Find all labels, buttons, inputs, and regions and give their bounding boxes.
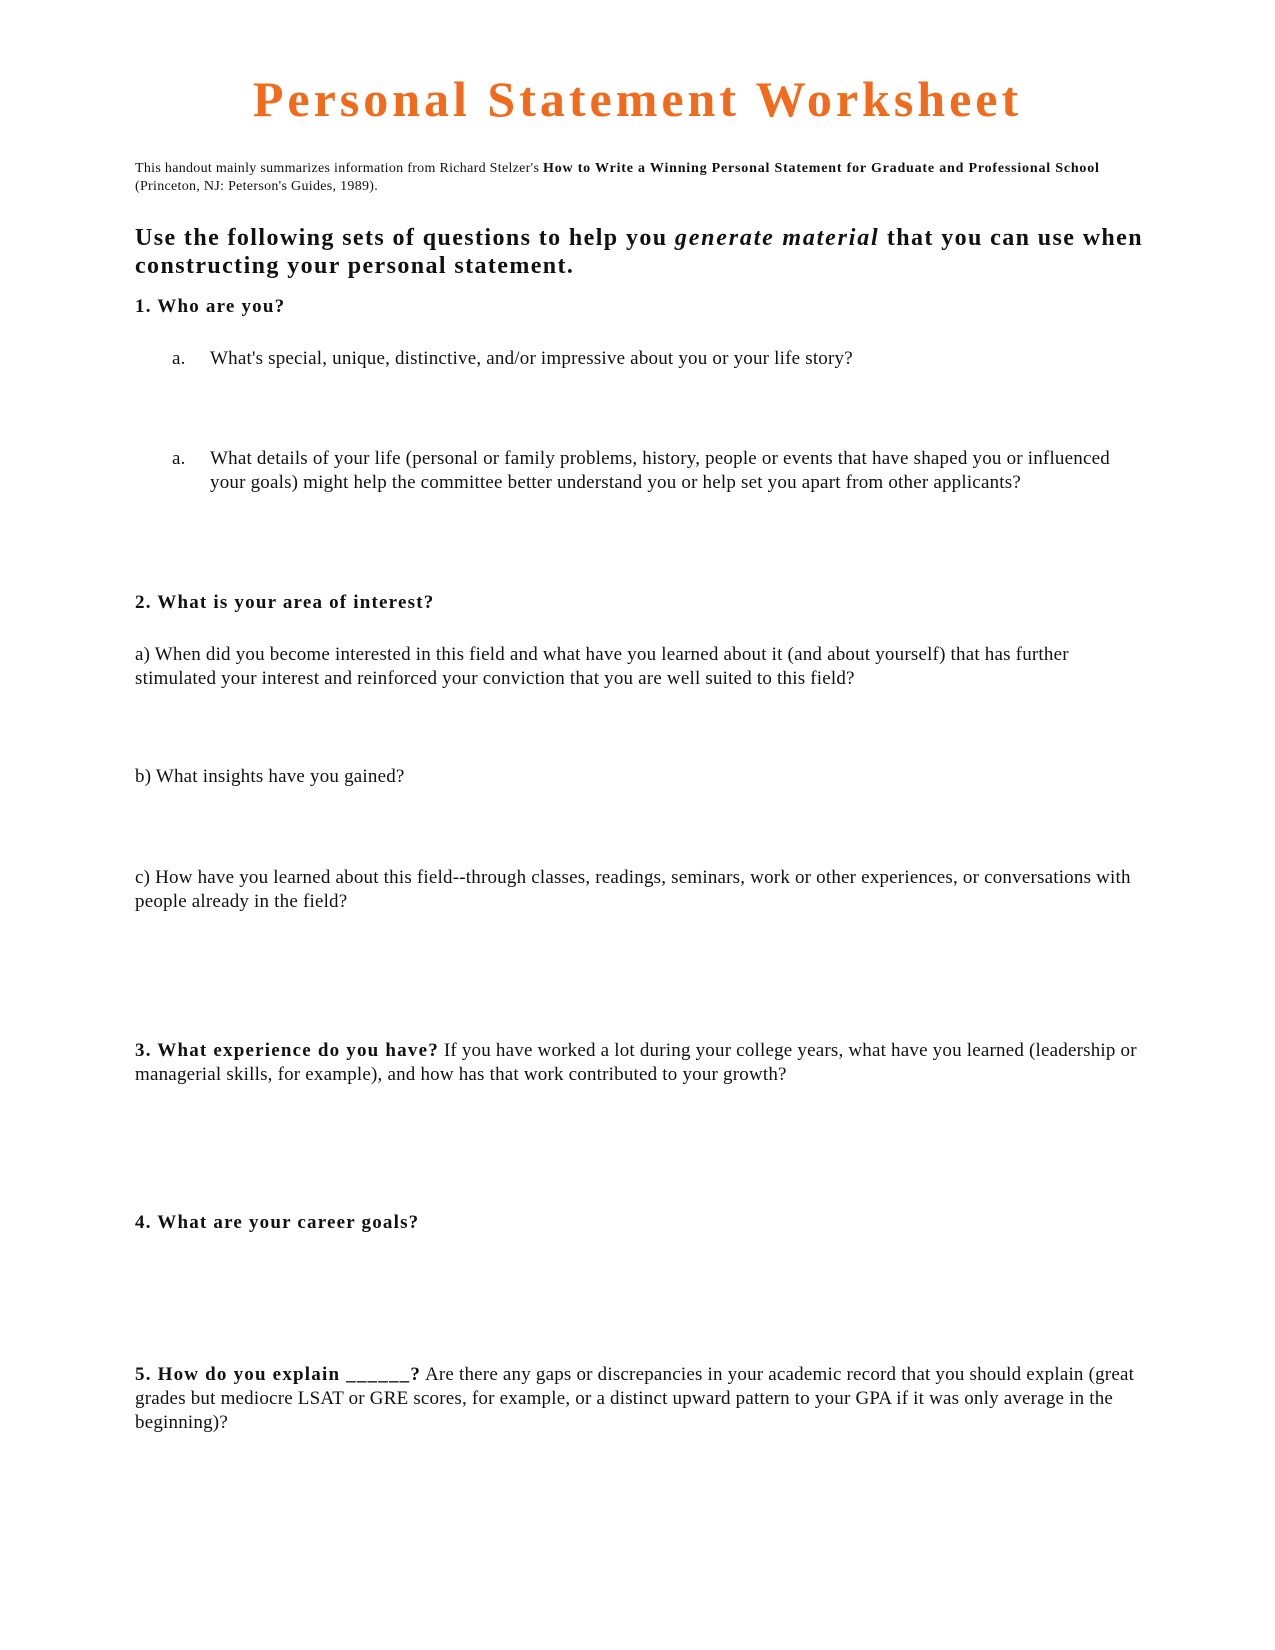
section-1-question-1 (172, 347, 1147, 371)
source-prefix: This handout mainly summarizes information from Richard Stelzer's (135, 161, 544, 176)
source-book-title: How to Write a Winning Personal Statement for Graduate and Professional School (543, 161, 1100, 176)
question-marker: a. (172, 348, 186, 369)
section-4-heading: 4. What are your career goals? (135, 1212, 420, 1233)
section-5-text: Are there any gaps or discrepancies in your academic record that you should explain (great grades but mediocre LSAT or GRE scores, for example, or a distinct upward pattern to your GPA if it was only average in the beginning)? (135, 1364, 1135, 1433)
source-suffix: (Princeton, NJ: Peterson's Guides, 1989). (135, 179, 379, 194)
question-text: What details of your life (personal or family problems, history, people or events that have shaped you or influenced your goals) might help the committee better understand you or help set you apart from other applicants? (210, 448, 1110, 493)
question-marker: a. (172, 448, 186, 469)
section-2-heading: 2. What is your area of interest? (135, 592, 435, 613)
page-title: Personal Statement Worksheet (252, 71, 1023, 127)
section-3-heading: 3. What experience do you have? (135, 1040, 439, 1061)
intro-after: that you can use when constructing your personal statement. (135, 225, 1143, 279)
intro-emphasis: generate material (674, 225, 880, 251)
section-1-question-2 (172, 447, 1147, 495)
question-text: What's special, unique, distinctive, and/or impressive about you or your life story? (210, 348, 853, 369)
section-2-question-a: a) When did you become interested in this field and what have you learned about it (and about yourself) that has further stimulated your interest and reinforced your conviction that you are well suited to this field? (135, 644, 1069, 689)
section-1-heading: 1. Who are you? (135, 296, 286, 317)
section-3-text: If you have worked a lot during your college years, what have you learned (leadership or managerial skills, for example), and how has that work contributed to your growth? (135, 1040, 1137, 1085)
intro-instructions (135, 224, 1145, 280)
intro-before: Use the following sets of questions to help you (135, 225, 675, 251)
section-2-question-b: b) What insights have you gained? (135, 766, 405, 787)
source-citation (135, 160, 1145, 196)
section-5-heading: 5. How do you explain ______? (135, 1364, 422, 1385)
section-5-question (135, 1363, 1145, 1435)
section-3-question (135, 1039, 1145, 1087)
section-2-question-c: c) How have you learned about this field--through classes, readings, seminars, work or other experiences, or conversations with people already in the field? (135, 867, 1131, 912)
